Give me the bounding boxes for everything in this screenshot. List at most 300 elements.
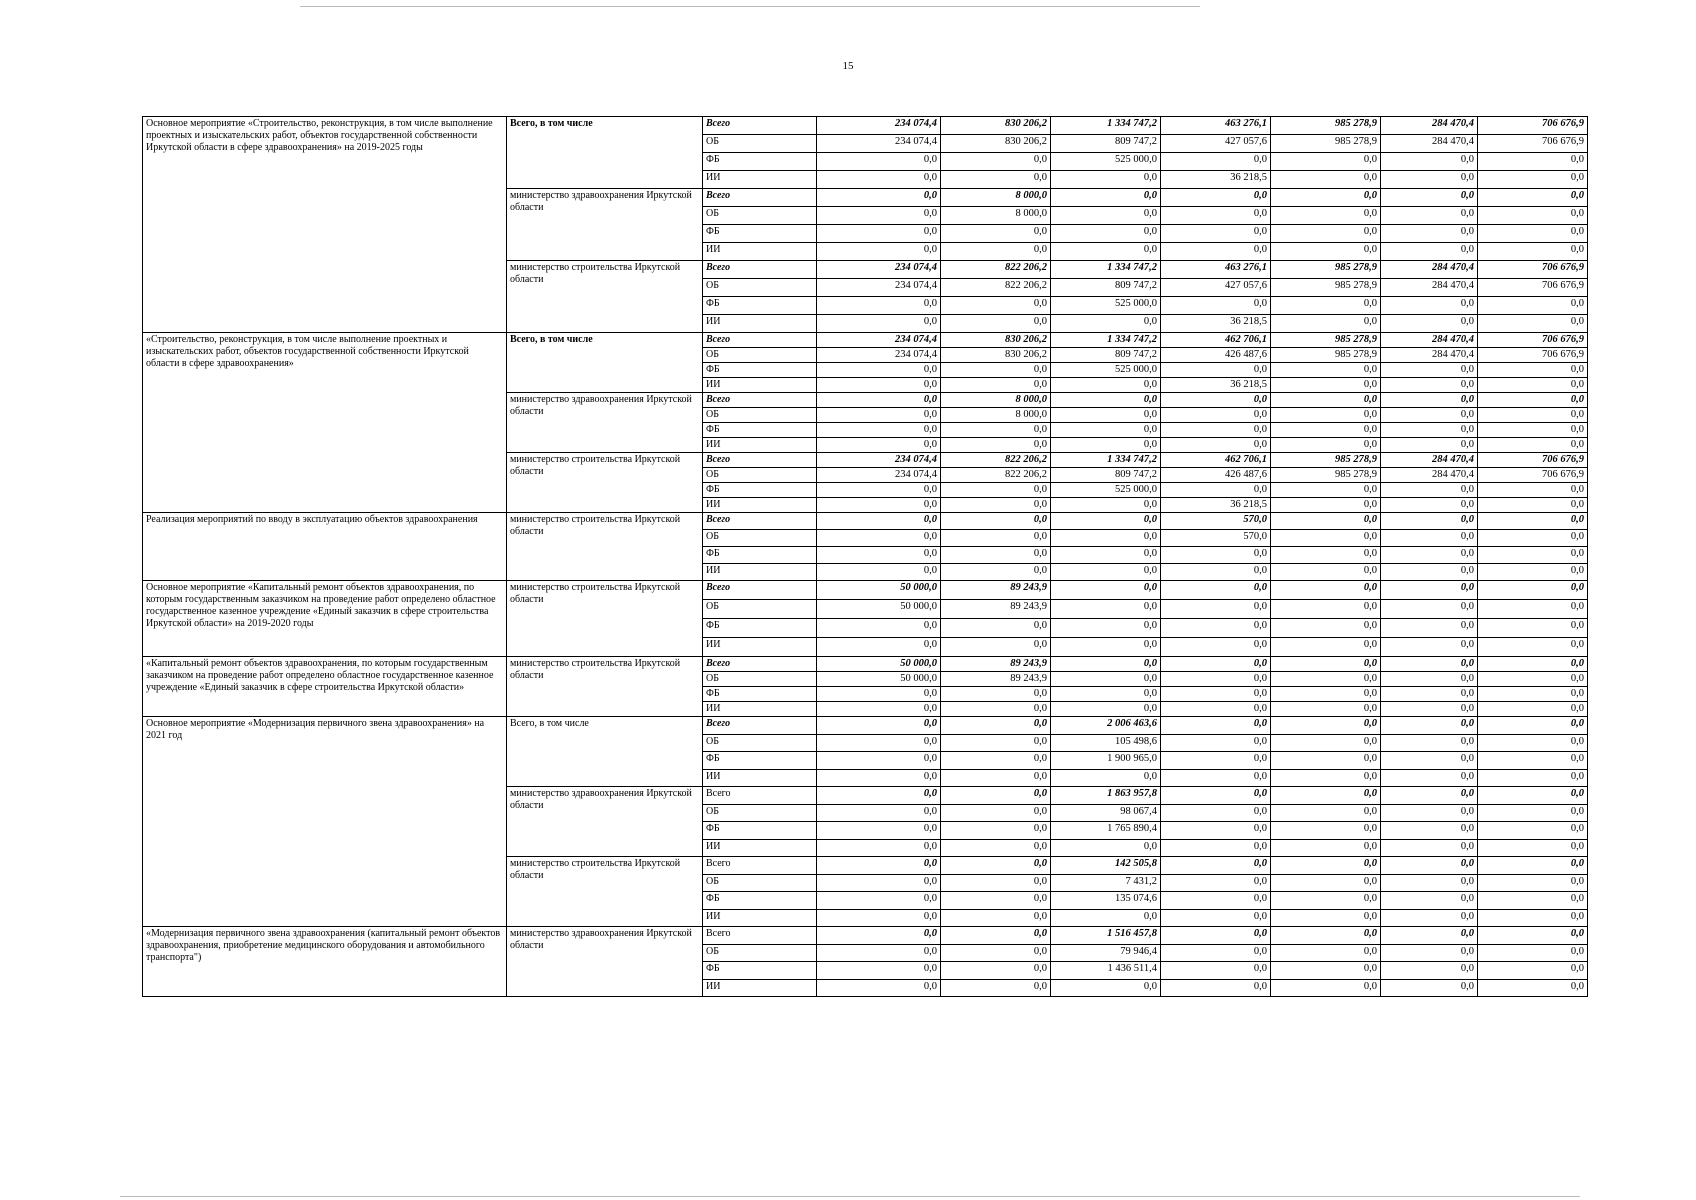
amount-cell: 0,0 (941, 892, 1051, 910)
funding-source: ФБ (703, 225, 817, 243)
amount-cell: 0,0 (1381, 513, 1478, 530)
responsible-executor: министерство строительства Иркутской области (507, 453, 703, 513)
funding-source: ИИ (703, 315, 817, 333)
amount-cell: 0,0 (817, 822, 941, 840)
amount-cell: 0,0 (1271, 769, 1381, 787)
amount-cell: 0,0 (1271, 408, 1381, 423)
amount-cell: 0,0 (1381, 979, 1478, 997)
amount-cell: 0,0 (1051, 225, 1161, 243)
amount-cell: 0,0 (941, 225, 1051, 243)
amount-cell: 0,0 (1161, 927, 1271, 945)
amount-cell: 142 505,8 (1051, 857, 1161, 875)
amount-cell: 0,0 (1271, 513, 1381, 530)
activity-description: «Строительство, реконструкция, в том числе выполнение проектных и изыскательских работ, объектов государственной собственности Иркутской области в сфере здравоохранения» (143, 333, 507, 513)
amount-cell: 0,0 (1381, 171, 1478, 189)
amount-cell: 0,0 (1478, 423, 1588, 438)
amount-cell: 0,0 (1271, 687, 1381, 702)
amount-cell: 0,0 (1051, 687, 1161, 702)
funding-source: ИИ (703, 839, 817, 857)
funding-source: Всего (703, 581, 817, 600)
amount-cell: 0,0 (817, 892, 941, 910)
amount-cell: 0,0 (941, 438, 1051, 453)
amount-cell: 0,0 (1381, 363, 1478, 378)
amount-cell: 0,0 (1381, 530, 1478, 547)
amount-cell: 0,0 (1381, 927, 1478, 945)
amount-cell: 79 946,4 (1051, 944, 1161, 962)
amount-cell: 0,0 (1271, 752, 1381, 770)
amount-cell: 0,0 (941, 315, 1051, 333)
responsible-executor: министерство здравоохранения Иркутской области (507, 189, 703, 261)
amount-cell: 830 206,2 (941, 348, 1051, 363)
amount-cell: 0,0 (817, 979, 941, 997)
amount-cell: 0,0 (817, 498, 941, 513)
amount-cell: 0,0 (817, 378, 941, 393)
amount-cell: 0,0 (1381, 909, 1478, 927)
amount-cell: 0,0 (1161, 962, 1271, 980)
table-row (143, 581, 1588, 600)
amount-cell: 284 470,4 (1381, 348, 1478, 363)
amount-cell: 0,0 (1051, 378, 1161, 393)
amount-cell: 0,0 (941, 547, 1051, 564)
funding-source: Всего (703, 787, 817, 805)
amount-cell: 0,0 (1161, 225, 1271, 243)
funding-source: ОБ (703, 530, 817, 547)
amount-cell: 985 278,9 (1271, 135, 1381, 153)
funding-source: ФБ (703, 547, 817, 564)
amount-cell: 0,0 (1161, 483, 1271, 498)
amount-cell: 0,0 (1271, 909, 1381, 927)
funding-source: ФБ (703, 483, 817, 498)
amount-cell: 0,0 (817, 839, 941, 857)
amount-cell: 0,0 (1381, 874, 1478, 892)
amount-cell: 0,0 (1478, 822, 1588, 840)
amount-cell: 0,0 (1478, 378, 1588, 393)
amount-cell: 0,0 (1381, 702, 1478, 717)
amount-cell: 0,0 (1381, 581, 1478, 600)
amount-cell: 0,0 (1161, 857, 1271, 875)
funding-source: Всего (703, 657, 817, 672)
amount-cell: 0,0 (941, 619, 1051, 638)
amount-cell: 284 470,4 (1381, 468, 1478, 483)
amount-cell: 234 074,4 (817, 453, 941, 468)
amount-cell: 570,0 (1161, 530, 1271, 547)
amount-cell: 0,0 (1051, 438, 1161, 453)
amount-cell: 0,0 (1161, 944, 1271, 962)
funding-source: Всего (703, 927, 817, 945)
funding-source: Всего (703, 717, 817, 735)
amount-cell: 0,0 (1161, 638, 1271, 657)
funding-source: ФБ (703, 822, 817, 840)
amount-cell: 0,0 (1381, 638, 1478, 657)
amount-cell: 0,0 (1161, 564, 1271, 581)
amount-cell: 0,0 (1051, 769, 1161, 787)
activity-description: Основное мероприятие «Строительство, реконструкция, в том числе выполнение проектных и изыскательских работ, объектов государственной собственности Иркутской области в сфере здравоохранения» на 2019-2025 годы (143, 117, 507, 333)
funding-source: ИИ (703, 769, 817, 787)
amount-cell: 427 057,6 (1161, 279, 1271, 297)
amount-cell: 0,0 (1381, 207, 1478, 225)
amount-cell: 0,0 (941, 717, 1051, 735)
amount-cell: 0,0 (941, 734, 1051, 752)
amount-cell: 0,0 (817, 513, 941, 530)
amount-cell: 0,0 (1051, 638, 1161, 657)
amount-cell: 0,0 (1161, 600, 1271, 619)
activity-description: «Модернизация первичного звена здравоохранения (капитальный ремонт объектов здравоохранения, приобретение медицинского оборудования и автомобильного транспорта") (143, 927, 507, 997)
amount-cell: 234 074,4 (817, 333, 941, 348)
amount-cell: 0,0 (1051, 619, 1161, 638)
amount-cell: 0,0 (1478, 483, 1588, 498)
amount-cell: 0,0 (1478, 787, 1588, 805)
amount-cell: 0,0 (1271, 423, 1381, 438)
amount-cell: 706 676,9 (1478, 333, 1588, 348)
amount-cell: 0,0 (941, 944, 1051, 962)
amount-cell: 284 470,4 (1381, 279, 1478, 297)
table-row (143, 717, 1588, 735)
amount-cell: 706 676,9 (1478, 261, 1588, 279)
responsible-executor: министерство строительства Иркутской области (507, 513, 703, 581)
amount-cell: 830 206,2 (941, 135, 1051, 153)
amount-cell: 50 000,0 (817, 657, 941, 672)
amount-cell: 0,0 (1478, 363, 1588, 378)
amount-cell: 0,0 (1051, 408, 1161, 423)
amount-cell: 7 431,2 (1051, 874, 1161, 892)
amount-cell: 0,0 (1161, 153, 1271, 171)
amount-cell: 809 747,2 (1051, 348, 1161, 363)
amount-cell: 0,0 (1478, 564, 1588, 581)
amount-cell: 234 074,4 (817, 279, 941, 297)
funding-source: ОБ (703, 804, 817, 822)
funding-source: ФБ (703, 687, 817, 702)
amount-cell: 0,0 (941, 243, 1051, 261)
amount-cell: 0,0 (1478, 857, 1588, 875)
amount-cell: 0,0 (1478, 638, 1588, 657)
amount-cell: 0,0 (1381, 717, 1478, 735)
amount-cell: 50 000,0 (817, 600, 941, 619)
amount-cell: 0,0 (1381, 483, 1478, 498)
amount-cell: 0,0 (1271, 962, 1381, 980)
amount-cell: 0,0 (817, 638, 941, 657)
funding-source: Всего (703, 117, 817, 135)
amount-cell: 822 206,2 (941, 468, 1051, 483)
amount-cell: 0,0 (1381, 787, 1478, 805)
amount-cell: 0,0 (1381, 734, 1478, 752)
amount-cell: 105 498,6 (1051, 734, 1161, 752)
amount-cell: 0,0 (817, 927, 941, 945)
amount-cell: 0,0 (1051, 909, 1161, 927)
amount-cell: 0,0 (1161, 787, 1271, 805)
responsible-executor: министерство строительства Иркутской области (507, 857, 703, 927)
funding-source: ФБ (703, 423, 817, 438)
activity-description: Основное мероприятие «Капитальный ремонт объектов здравоохранения, по которым государственным заказчиком на проведение работ определено областное государственное казенное учреждение «Единый заказчик в сфере строительства Иркутской области» на 2019-2020 годы (143, 581, 507, 657)
amount-cell: 985 278,9 (1271, 453, 1381, 468)
funding-source: ИИ (703, 702, 817, 717)
table-row (143, 657, 1588, 672)
responsible-executor: министерство строительства Иркутской области (507, 261, 703, 333)
amount-cell: 0,0 (817, 243, 941, 261)
amount-cell: 0,0 (941, 857, 1051, 875)
amount-cell: 0,0 (1161, 438, 1271, 453)
amount-cell: 89 243,9 (941, 581, 1051, 600)
amount-cell: 0,0 (941, 498, 1051, 513)
amount-cell: 0,0 (1478, 547, 1588, 564)
amount-cell: 809 747,2 (1051, 468, 1161, 483)
amount-cell: 0,0 (1478, 315, 1588, 333)
funding-source: ИИ (703, 438, 817, 453)
amount-cell: 0,0 (1478, 619, 1588, 638)
amount-cell: 89 243,9 (941, 600, 1051, 619)
amount-cell: 234 074,4 (817, 135, 941, 153)
amount-cell: 0,0 (1478, 672, 1588, 687)
responsible-executor: министерство строительства Иркутской области (507, 657, 703, 717)
amount-cell: 985 278,9 (1271, 468, 1381, 483)
amount-cell: 0,0 (1161, 547, 1271, 564)
amount-cell: 135 074,6 (1051, 892, 1161, 910)
amount-cell: 1 334 747,2 (1051, 261, 1161, 279)
funding-source: Всего (703, 393, 817, 408)
amount-cell: 0,0 (1381, 857, 1478, 875)
amount-cell: 0,0 (817, 547, 941, 564)
amount-cell: 0,0 (1381, 672, 1478, 687)
amount-cell: 234 074,4 (817, 261, 941, 279)
amount-cell: 0,0 (1478, 839, 1588, 857)
amount-cell: 0,0 (817, 171, 941, 189)
amount-cell: 0,0 (1381, 619, 1478, 638)
amount-cell: 525 000,0 (1051, 153, 1161, 171)
amount-cell: 0,0 (1161, 408, 1271, 423)
amount-cell: 0,0 (1161, 581, 1271, 600)
amount-cell: 0,0 (1271, 804, 1381, 822)
amount-cell: 0,0 (941, 909, 1051, 927)
amount-cell: 0,0 (1161, 243, 1271, 261)
amount-cell: 0,0 (1478, 717, 1588, 735)
amount-cell: 0,0 (1271, 243, 1381, 261)
table-row (143, 927, 1588, 945)
amount-cell: 985 278,9 (1271, 279, 1381, 297)
amount-cell: 0,0 (1271, 839, 1381, 857)
amount-cell: 706 676,9 (1478, 468, 1588, 483)
funding-source: ФБ (703, 363, 817, 378)
amount-cell: 0,0 (1271, 530, 1381, 547)
amount-cell: 0,0 (1271, 619, 1381, 638)
funding-source: Всего (703, 333, 817, 348)
amount-cell: 0,0 (941, 687, 1051, 702)
amount-cell: 809 747,2 (1051, 279, 1161, 297)
amount-cell: 0,0 (1051, 393, 1161, 408)
amount-cell: 0,0 (1271, 189, 1381, 207)
funding-source: ОБ (703, 279, 817, 297)
amount-cell: 0,0 (1271, 153, 1381, 171)
amount-cell: 0,0 (1478, 189, 1588, 207)
amount-cell: 0,0 (1271, 438, 1381, 453)
amount-cell: 0,0 (1271, 822, 1381, 840)
amount-cell: 0,0 (1271, 787, 1381, 805)
amount-cell: 0,0 (1478, 408, 1588, 423)
amount-cell: 0,0 (1478, 657, 1588, 672)
amount-cell: 822 206,2 (941, 453, 1051, 468)
amount-cell: 0,0 (817, 769, 941, 787)
amount-cell: 0,0 (941, 423, 1051, 438)
amount-cell: 0,0 (941, 769, 1051, 787)
amount-cell: 0,0 (1161, 657, 1271, 672)
amount-cell: 427 057,6 (1161, 135, 1271, 153)
amount-cell: 0,0 (817, 393, 941, 408)
amount-cell: 0,0 (1051, 600, 1161, 619)
amount-cell: 0,0 (1051, 547, 1161, 564)
amount-cell: 0,0 (941, 378, 1051, 393)
amount-cell: 985 278,9 (1271, 117, 1381, 135)
amount-cell: 0,0 (1271, 979, 1381, 997)
table-row (143, 513, 1588, 530)
amount-cell: 0,0 (1478, 225, 1588, 243)
responsible-executor: министерство строительства Иркутской области (507, 581, 703, 657)
amount-cell: 706 676,9 (1478, 453, 1588, 468)
amount-cell: 0,0 (1381, 225, 1478, 243)
amount-cell: 0,0 (1161, 207, 1271, 225)
amount-cell: 0,0 (1478, 153, 1588, 171)
responsible-executor: министерство здравоохранения Иркутской области (507, 393, 703, 453)
responsible-executor: Всего, в том числе (507, 333, 703, 393)
amount-cell: 0,0 (1478, 600, 1588, 619)
amount-cell: 0,0 (1161, 804, 1271, 822)
amount-cell: 284 470,4 (1381, 135, 1478, 153)
amount-cell: 0,0 (817, 315, 941, 333)
amount-cell: 525 000,0 (1051, 363, 1161, 378)
amount-cell: 0,0 (1051, 315, 1161, 333)
funding-source: ИИ (703, 498, 817, 513)
amount-cell: 0,0 (1478, 804, 1588, 822)
amount-cell: 0,0 (817, 225, 941, 243)
funding-source: ИИ (703, 979, 817, 997)
responsible-executor: Всего, в том числе (507, 117, 703, 189)
amount-cell: 0,0 (817, 297, 941, 315)
amount-cell: 8 000,0 (941, 189, 1051, 207)
amount-cell: 525 000,0 (1051, 297, 1161, 315)
amount-cell: 570,0 (1161, 513, 1271, 530)
amount-cell: 0,0 (1381, 297, 1478, 315)
amount-cell: 0,0 (1161, 769, 1271, 787)
amount-cell: 0,0 (1478, 962, 1588, 980)
amount-cell: 1 436 511,4 (1051, 962, 1161, 980)
amount-cell: 0,0 (1381, 564, 1478, 581)
amount-cell: 1 765 890,4 (1051, 822, 1161, 840)
responsible-executor: министерство здравоохранения Иркутской области (507, 787, 703, 857)
amount-cell: 0,0 (941, 822, 1051, 840)
amount-cell: 0,0 (1381, 752, 1478, 770)
amount-cell: 0,0 (1051, 979, 1161, 997)
amount-cell: 284 470,4 (1381, 261, 1478, 279)
amount-cell: 0,0 (1161, 717, 1271, 735)
funding-source: ОБ (703, 944, 817, 962)
activity-description: Основное мероприятие «Модернизация первичного звена здравоохранения» на 2021 год (143, 717, 507, 927)
amount-cell: 0,0 (1478, 297, 1588, 315)
funding-source: ФБ (703, 297, 817, 315)
amount-cell: 36 218,5 (1161, 315, 1271, 333)
amount-cell: 822 206,2 (941, 279, 1051, 297)
funding-source: ФБ (703, 619, 817, 638)
amount-cell: 0,0 (817, 363, 941, 378)
table-row (143, 333, 1588, 348)
amount-cell: 0,0 (1381, 153, 1478, 171)
amount-cell: 0,0 (817, 874, 941, 892)
amount-cell: 1 863 957,8 (1051, 787, 1161, 805)
amount-cell: 525 000,0 (1051, 483, 1161, 498)
amount-cell: 0,0 (1051, 657, 1161, 672)
amount-cell: 284 470,4 (1381, 333, 1478, 348)
funding-source: ИИ (703, 564, 817, 581)
amount-cell: 0,0 (1161, 909, 1271, 927)
amount-cell: 830 206,2 (941, 117, 1051, 135)
amount-cell: 0,0 (1478, 979, 1588, 997)
amount-cell: 0,0 (1051, 513, 1161, 530)
amount-cell: 0,0 (941, 483, 1051, 498)
table-row (143, 117, 1588, 135)
amount-cell: 0,0 (1271, 600, 1381, 619)
amount-cell: 462 706,1 (1161, 453, 1271, 468)
amount-cell: 1 900 965,0 (1051, 752, 1161, 770)
amount-cell: 985 278,9 (1271, 333, 1381, 348)
funding-source: ОБ (703, 734, 817, 752)
amount-cell: 0,0 (1381, 769, 1478, 787)
amount-cell: 0,0 (817, 734, 941, 752)
amount-cell: 0,0 (941, 564, 1051, 581)
amount-cell: 0,0 (1381, 804, 1478, 822)
amount-cell: 284 470,4 (1381, 117, 1478, 135)
amount-cell: 0,0 (1271, 297, 1381, 315)
amount-cell: 0,0 (1381, 315, 1478, 333)
amount-cell: 706 676,9 (1478, 135, 1588, 153)
amount-cell: 0,0 (1271, 927, 1381, 945)
funding-source: ФБ (703, 752, 817, 770)
amount-cell: 0,0 (817, 189, 941, 207)
funding-source: ФБ (703, 892, 817, 910)
amount-cell: 0,0 (1478, 892, 1588, 910)
amount-cell: 0,0 (1051, 564, 1161, 581)
amount-cell: 0,0 (817, 962, 941, 980)
amount-cell: 0,0 (1381, 839, 1478, 857)
amount-cell: 89 243,9 (941, 657, 1051, 672)
amount-cell: 0,0 (1051, 498, 1161, 513)
amount-cell: 0,0 (941, 153, 1051, 171)
funding-source: ФБ (703, 962, 817, 980)
amount-cell: 822 206,2 (941, 261, 1051, 279)
amount-cell: 8 000,0 (941, 408, 1051, 423)
amount-cell: 0,0 (817, 804, 941, 822)
amount-cell: 0,0 (817, 408, 941, 423)
amount-cell: 462 706,1 (1161, 333, 1271, 348)
amount-cell: 0,0 (1478, 393, 1588, 408)
amount-cell: 0,0 (1478, 734, 1588, 752)
funding-source: Всего (703, 453, 817, 468)
amount-cell: 50 000,0 (817, 581, 941, 600)
amount-cell: 0,0 (817, 717, 941, 735)
amount-cell: 0,0 (1271, 638, 1381, 657)
amount-cell: 0,0 (1271, 944, 1381, 962)
amount-cell: 0,0 (1271, 657, 1381, 672)
amount-cell: 0,0 (817, 702, 941, 717)
amount-cell: 706 676,9 (1478, 348, 1588, 363)
amount-cell: 0,0 (1381, 393, 1478, 408)
funding-source: Всего (703, 857, 817, 875)
funding-source: ОБ (703, 408, 817, 423)
amount-cell: 0,0 (1271, 393, 1381, 408)
amount-cell: 0,0 (1478, 702, 1588, 717)
amount-cell: 0,0 (1478, 513, 1588, 530)
amount-cell: 0,0 (1051, 702, 1161, 717)
amount-cell: 0,0 (1381, 687, 1478, 702)
amount-cell: 0,0 (941, 297, 1051, 315)
amount-cell: 0,0 (1271, 225, 1381, 243)
amount-cell: 0,0 (1381, 962, 1478, 980)
funding-source: ОБ (703, 135, 817, 153)
